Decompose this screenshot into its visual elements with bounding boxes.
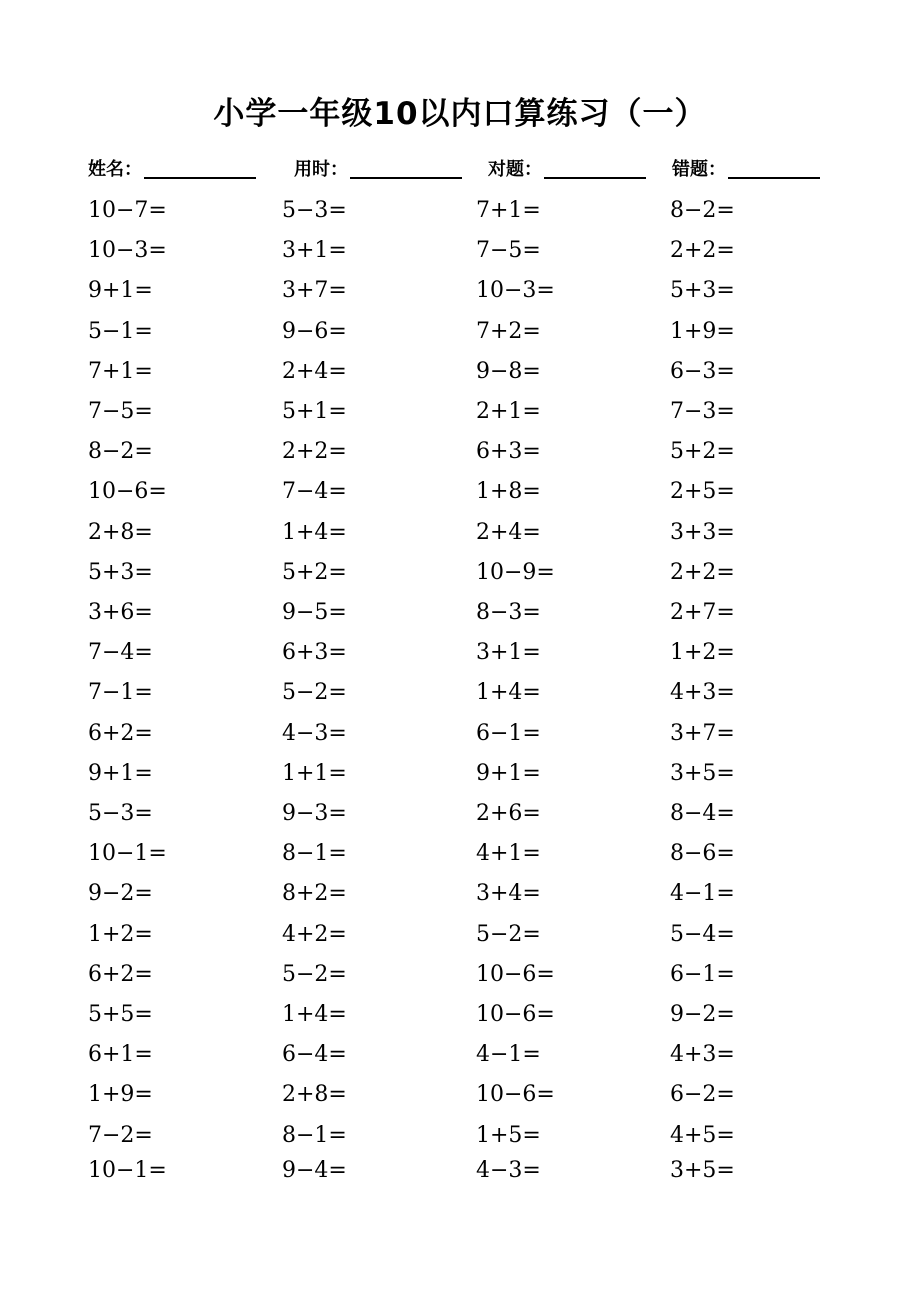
math-problem: 3+7=: [282, 278, 347, 304]
math-problem: 6+1=: [88, 1042, 153, 1068]
math-problem: 7−4=: [282, 479, 347, 505]
math-problem: 9+1=: [476, 760, 541, 786]
math-problem: 6−1=: [476, 720, 541, 746]
math-problem: 8+2=: [282, 881, 347, 907]
math-problem: 6+2=: [88, 720, 153, 746]
math-problem: 5−2=: [282, 680, 347, 706]
wrong-label: 错题：: [672, 159, 726, 180]
math-problem: 2+7=: [670, 600, 735, 625]
math-problem: 4+3=: [670, 1042, 735, 1068]
math-problem: 10−3=: [476, 278, 555, 304]
math-problem: 7−3=: [670, 399, 735, 424]
math-problem: 5−2=: [476, 921, 541, 947]
math-problem: 7−5=: [88, 399, 153, 424]
math-problem: 4+2=: [282, 921, 347, 947]
math-problem: 10−9=: [476, 559, 555, 585]
math-problem: 3+5=: [670, 760, 735, 786]
math-problem: 5+2=: [282, 559, 347, 585]
math-problem: 9−2=: [88, 881, 153, 907]
math-problem: 9−2=: [670, 1002, 735, 1027]
math-problem: 4+1=: [476, 841, 541, 867]
math-problem: 3+5=: [670, 1158, 735, 1183]
math-problem: 9−4=: [282, 1158, 347, 1183]
math-problem: 5−4=: [670, 921, 735, 947]
math-problem: 9−3=: [282, 801, 347, 826]
math-problem: 3+3=: [670, 519, 735, 545]
math-problem: 1+1=: [282, 760, 347, 786]
math-problem: 2+2=: [670, 238, 735, 264]
math-problem: 4−3=: [282, 720, 347, 746]
math-problem: 4−3=: [476, 1158, 541, 1183]
math-problem: 7+2=: [476, 318, 541, 344]
math-problem: 5−3=: [88, 801, 153, 826]
math-problem: 1+4=: [282, 519, 347, 545]
math-problem: 9−8=: [476, 358, 541, 384]
math-problem: 2+5=: [670, 479, 735, 505]
math-problem: 4−1=: [670, 881, 735, 907]
math-problem: 10−7=: [88, 198, 167, 223]
math-problem: 3+1=: [282, 238, 347, 264]
math-problem: 2+8=: [282, 1082, 347, 1108]
math-problem: 5−2=: [282, 961, 347, 987]
math-problem: 5−3=: [282, 198, 347, 223]
math-problem: 2+2=: [670, 559, 735, 585]
math-problem: 5−1=: [88, 318, 153, 344]
math-problem: 8−4=: [670, 801, 735, 826]
math-problem: 1+2=: [670, 640, 735, 666]
math-problem: 6−3=: [670, 358, 735, 384]
time-label: 用时：: [294, 159, 348, 180]
math-problem: 7+1=: [88, 358, 153, 384]
math-problem: 4−1=: [476, 1042, 541, 1068]
math-problem: 10−6=: [88, 479, 167, 505]
math-problem: 2+1=: [476, 399, 541, 424]
math-problem: 1+9=: [88, 1082, 153, 1108]
math-problem: 6−4=: [282, 1042, 347, 1068]
math-problem: 6−2=: [670, 1082, 735, 1108]
math-problem: 5+1=: [282, 399, 347, 424]
math-problem: 7−4=: [88, 640, 153, 666]
math-problem: 6+2=: [88, 961, 153, 987]
math-problem: 10−1=: [88, 1158, 167, 1183]
math-problem: 7−1=: [88, 680, 153, 706]
math-problem: 9+1=: [88, 760, 153, 786]
math-problem: 1+9=: [670, 318, 735, 344]
math-problem: 1+2=: [88, 921, 153, 947]
name-label: 姓名：: [88, 159, 142, 180]
math-problem: 2+4=: [476, 519, 541, 545]
math-problem: 9−6=: [282, 318, 347, 344]
math-problem: 10−6=: [476, 1002, 555, 1027]
math-problem: 10−6=: [476, 1082, 555, 1108]
math-problem: 2+8=: [88, 519, 153, 545]
math-problem: 10−1=: [88, 841, 167, 867]
correct-label: 对题：: [488, 159, 542, 180]
math-problem: 2+6=: [476, 801, 541, 826]
math-problem: 10−6=: [476, 961, 555, 987]
math-problem: 8−3=: [476, 600, 541, 625]
math-problem: 5+2=: [670, 439, 735, 465]
math-problem: 4+5=: [670, 1122, 735, 1148]
math-problem: 7−2=: [88, 1122, 153, 1148]
math-problem: 1+4=: [476, 680, 541, 706]
math-problem: 1+8=: [476, 479, 541, 505]
worksheet-title: 小学一年级10以内口算练习（一）: [213, 96, 707, 132]
math-problem: 3+7=: [670, 720, 735, 746]
math-problem: 1+4=: [282, 1002, 347, 1027]
math-problem: 8−1=: [282, 1122, 347, 1148]
math-problem: 2+4=: [282, 358, 347, 384]
math-problem: 8−1=: [282, 841, 347, 867]
math-problem: 10−3=: [88, 238, 167, 264]
math-problem: 5+3=: [670, 278, 735, 304]
math-problem: 6−1=: [670, 961, 735, 987]
math-problem: 3+4=: [476, 881, 541, 907]
math-problem: 8−6=: [670, 841, 735, 867]
math-problem: 8−2=: [88, 439, 153, 465]
math-problem: 1+5=: [476, 1122, 541, 1148]
math-problem: 5+5=: [88, 1002, 153, 1027]
math-problem: 7+1=: [476, 198, 541, 223]
math-problem: 7−5=: [476, 238, 541, 264]
math-problem: 9−5=: [282, 600, 347, 625]
math-problem: 3+1=: [476, 640, 541, 666]
math-problem: 6+3=: [476, 439, 541, 465]
math-problem: 3+6=: [88, 600, 153, 625]
math-problem: 9+1=: [88, 278, 153, 304]
math-problem: 4+3=: [670, 680, 735, 706]
math-problem: 2+2=: [282, 439, 347, 465]
math-problem: 6+3=: [282, 640, 347, 666]
math-problem: 5+3=: [88, 559, 153, 585]
math-problem: 8−2=: [670, 198, 735, 223]
